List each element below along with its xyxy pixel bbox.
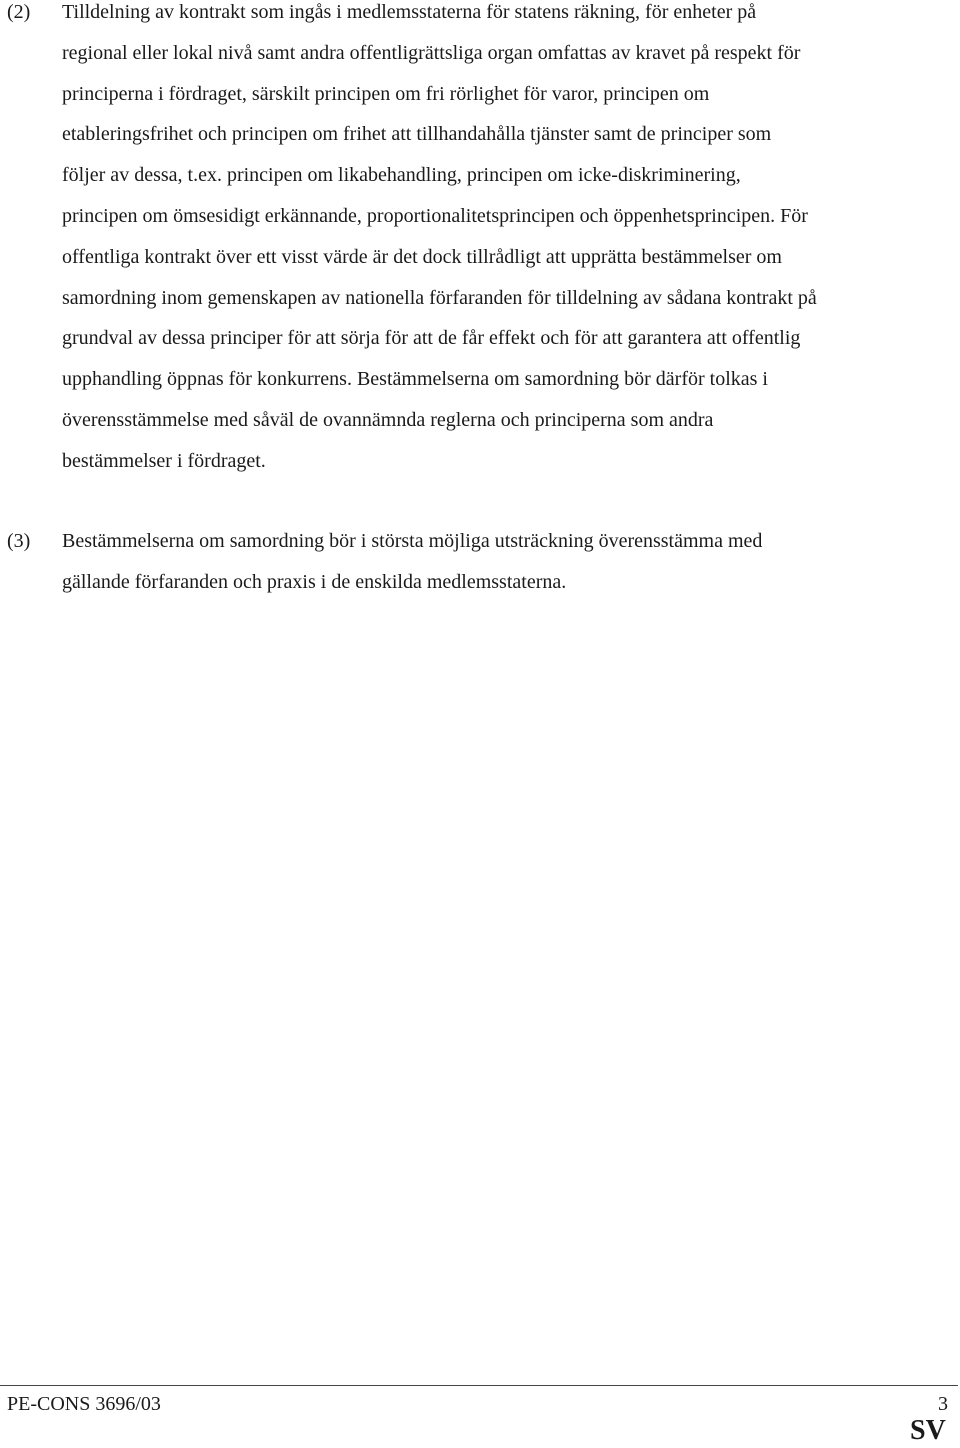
text-line: överensstämmelse med såväl de ovannämnda reglerna och principerna som andra [62,408,714,431]
text-line: upphandling öppnas för konkurrens. Bestämmelserna om samordning bör därför tolkas i [62,368,768,391]
text-line: grundval av dessa principer för att sörja för att de får effekt och för att garantera att offentlig [62,327,801,350]
paragraph-body [62,0,956,482]
paragraph-number: (2) [7,1,31,23]
text-line: principen om ömsesidigt erkännande, proportionalitetsprincipen och öppenhetsprincipen. För [62,204,808,227]
paragraph-number: (3) [7,530,31,552]
text-line: samordning inom gemenskapen av nationella förfaranden för tilldelning av sådana kontrakt på [62,286,817,309]
page-number: 3 [938,1393,948,1415]
document-reference: PE-CONS 3696/03 [7,1393,161,1415]
text-line: följer av dessa, t.ex. principen om likabehandling, principen om icke-diskriminering, [62,164,741,187]
text-line: etableringsfrihet och principen om frihet att tillhandahålla tjänster samt de principer som [62,123,772,146]
text-line: offentliga kontrakt över ett visst värde är det dock tillrådligt att upprätta bestämmelser om [62,245,782,268]
text-line: regional eller lokal nivå samt andra offentligrättsliga organ omfattas av kravet på respekt för [62,41,801,64]
text-line: principerna i fördraget, särskilt principen om fri rörlighet för varor, principen om [62,82,710,105]
language-code: SV [910,1415,946,1446]
text-line: Tilldelning av kontrakt som ingås i medlemsstaterna för statens räkning, för enheter på [62,1,757,23]
paragraph-body [62,521,956,603]
text-line: gällande förfaranden och praxis i de enskilda medlemsstaterna. [62,570,567,593]
footer-divider [0,1385,958,1386]
text-line: bestämmelser i fördraget. [62,449,266,472]
text-line: Bestämmelserna om samordning bör i största möjliga utsträckning överensstämma med [62,530,763,552]
